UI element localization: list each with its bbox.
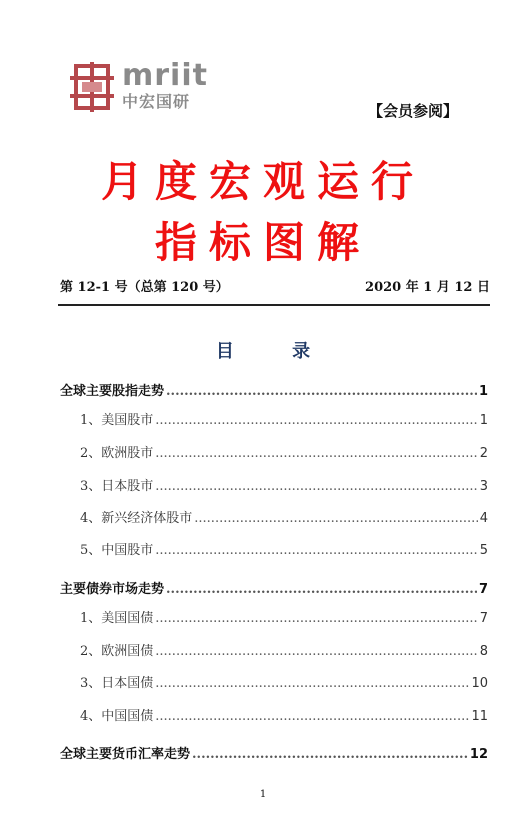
toc-heading: 目 录 (215, 341, 337, 362)
toc-item-page: 11 (471, 709, 488, 724)
toc-leader (155, 445, 477, 463)
toc-item-label: 4、中国国债 (80, 709, 154, 724)
toc-item[interactable] (80, 412, 488, 430)
toc-item-label: 2、欧洲股市 (80, 446, 154, 461)
toc-item-label: 3、日本国债 (80, 676, 154, 691)
toc-leader (166, 383, 477, 401)
toc-leader (192, 746, 468, 764)
toc-leader (155, 708, 469, 726)
mriit-logo-mark-icon (70, 62, 114, 112)
toc-item[interactable] (60, 383, 488, 401)
toc-item[interactable] (60, 581, 488, 599)
toc-item[interactable] (60, 746, 488, 764)
toc-item-label: 主要债券市场走势 (60, 582, 165, 597)
toc-item-label: 全球主要股指走势 (60, 384, 165, 399)
toc-leader (155, 542, 477, 560)
toc-item-page: 1 (478, 384, 488, 399)
toc-item-label: 全球主要货币汇率走势 (60, 747, 191, 762)
toc-item-page: 7 (478, 582, 488, 597)
toc-item-page: 3 (479, 479, 488, 494)
issue-number: 第 12-1 号（总第 120 号） (60, 280, 229, 295)
toc-item-page: 1 (479, 413, 488, 428)
toc-leader (155, 610, 477, 628)
toc-item-page: 4 (479, 511, 488, 526)
page-number: 1 (259, 789, 267, 800)
toc-leader (155, 643, 477, 661)
toc-item-page: 8 (479, 644, 488, 659)
logo-text-en: mriit (122, 58, 208, 93)
toc-leader (194, 510, 477, 528)
toc-leader (155, 478, 477, 496)
toc-item-label: 1、美国国债 (80, 611, 154, 626)
mriit-logo (70, 58, 208, 114)
toc-item-page: 12 (469, 747, 488, 762)
toc-item-page: 10 (471, 676, 488, 691)
toc-item[interactable] (80, 510, 488, 528)
toc-item[interactable] (80, 445, 488, 463)
report-title-line2: 指标图解 (154, 218, 371, 267)
toc-item-label: 4、新兴经济体股市 (80, 511, 193, 526)
toc-item-label: 2、欧洲国债 (80, 644, 154, 659)
toc-item[interactable] (80, 478, 488, 496)
toc-item-label: 5、中国股市 (80, 543, 154, 558)
toc-item[interactable] (80, 675, 488, 693)
report-title-line1: 月度宏观运行 (100, 157, 425, 206)
logo-text-cn: 中宏国研 (122, 92, 191, 111)
toc-leader (155, 412, 477, 430)
toc-item-page: 2 (479, 446, 488, 461)
toc-leader (155, 675, 469, 693)
toc-item-label: 3、日本股市 (80, 479, 154, 494)
header-divider (58, 304, 490, 306)
toc-item[interactable] (80, 542, 488, 560)
issue-date: 2020 年 1 月 12 日 (365, 280, 490, 295)
toc-leader (166, 581, 477, 599)
toc-item[interactable] (80, 610, 488, 628)
toc-item[interactable] (80, 708, 488, 726)
member-badge: 【会员参阅】 (367, 102, 458, 120)
toc-item-page: 7 (479, 611, 488, 626)
toc-item[interactable] (80, 643, 488, 661)
toc-item-page: 5 (479, 543, 488, 558)
toc-item-label: 1、美国股市 (80, 413, 154, 428)
